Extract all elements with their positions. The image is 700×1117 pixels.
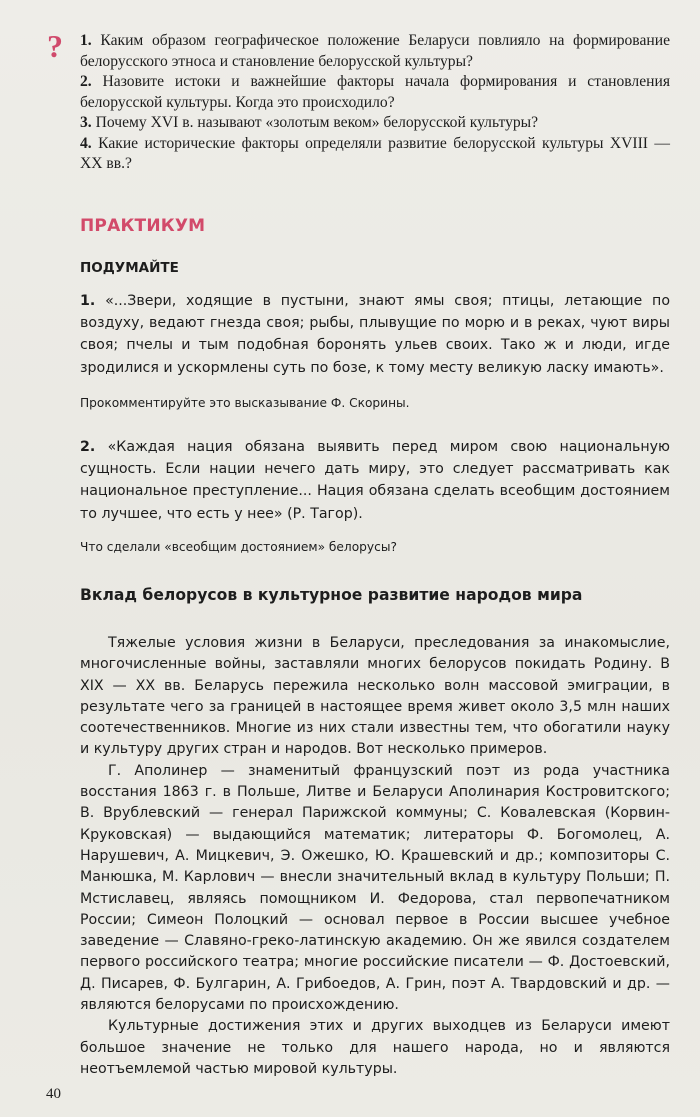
- review-questions: [80, 31, 670, 175]
- question-3: [80, 113, 670, 134]
- question-text: Каким образом географическое положение Беларуси повлияло на формирование белорусского этноса и становление белорусской культуры?: [80, 32, 670, 70]
- question-2: [80, 72, 670, 113]
- question-number: 4.: [80, 134, 92, 152]
- question-text: Почему XVI в. называют «золотым веком» белорусской культуры?: [95, 114, 539, 131]
- section-heading: Вклад белорусов в культурное развитие народов мира: [80, 586, 583, 604]
- page-number: 40: [46, 1086, 61, 1102]
- quote-skorina: [80, 290, 670, 379]
- think-subtitle: ПОДУМАЙТЕ: [80, 260, 179, 276]
- practicum-title: ПРАКТИКУМ: [80, 216, 206, 236]
- task-comment: Прокомментируйте это высказывание Ф. Скорины.: [80, 396, 410, 410]
- question-number: 1.: [80, 32, 92, 49]
- question-4: [80, 134, 670, 175]
- quote-number: 2.: [80, 439, 96, 455]
- section-body: [80, 633, 670, 1080]
- paragraph: Культурные достижения этих и других выходцев из Беларуси имеют большое значение не только для нашего народа, но и являются неотъемлемой частью мировой культуры.: [80, 1018, 670, 1077]
- question-text: Какие исторические факторы определяли развитие белорусской культуры XVIII — XX вв.?: [80, 134, 670, 172]
- paragraph: Тяжелые условия жизни в Беларуси, преследования за инакомыслие, многочисленные войны, заставляли многих белорусов покидать Родину. В XIX — XX вв. Беларусь пережила несколько волн массовой эмиграции, в результате чего за границей в настоящее время живет около 3,5 млн наших соотечественников. Многие из них стали известны тем, что обогатили науку и культуру других стран и народов. Вот несколько примеров.: [80, 635, 670, 758]
- question-text: Назовите истоки и важнейшие факторы начала формирования и становления белорусской культуры. Когда это происходило?: [80, 73, 670, 111]
- paragraph: Г. Аполинер — знаменитый французский поэт из рода участника восстания 1863 г. в Польше, Литве и Беларуси Аполинария Костровитского; В. Врублевский — генерал Парижской коммуны; С. Ковалевская (Корвин-Круковская) — выдающийся математик; литераторы Ф. Богомолец, А. Нарушевич, А. Мицкевич, Э. Ожешко, Ю. Крашевский и др.; композиторы С. Манюшка, М. Карлович — внесли значительный вклад в культуру Польши; П. Мстиславец, являясь помощником И. Федорова, стал первопечатником России; Симеон Полоцкий — основал первое в России высшее учебное заведение — Славяно-греко-латинскую академию. Он же явился создателем первого российского театра; многие российские писатели — Ф. Достоевский, Д. Писарев, Ф. Булгарин, А. Грибоедов, А. Грин, поэт А. Твардовский и др. — являются белорусами по происхождению.: [80, 762, 670, 1014]
- quote-text: «...Звери, ходящие в пустыни, знают ямы своя; птицы, летающие по воздуху, ведают гнезда своя; рыбы, плывущие по морю и в реках, чуют виры своя; пчелы и тым подобная боронять ульев своих. Тако ж и люди, игде зродилися и ускормлены суть по бозе, к тому месту великую ласку имають».: [80, 293, 671, 376]
- quote-text: «Каждая нация обязана выявить перед миром свою национальную сущность. Если нации нечего дать миру, это следует рассматривать как национальное преступление... Нация обязана сделать всеобщим достоянием то лучшее, что есть у нее» (Р. Тагор).: [80, 439, 670, 522]
- question-number: 2.: [80, 73, 92, 90]
- question-mark-icon: ?: [47, 28, 63, 64]
- question-number: 3.: [80, 114, 92, 131]
- quote-tagore: [80, 436, 670, 525]
- question-1: [80, 31, 670, 72]
- quote-number: 1.: [80, 293, 96, 309]
- task-question: Что сделали «всеобщим достоянием» белорусы?: [80, 540, 397, 554]
